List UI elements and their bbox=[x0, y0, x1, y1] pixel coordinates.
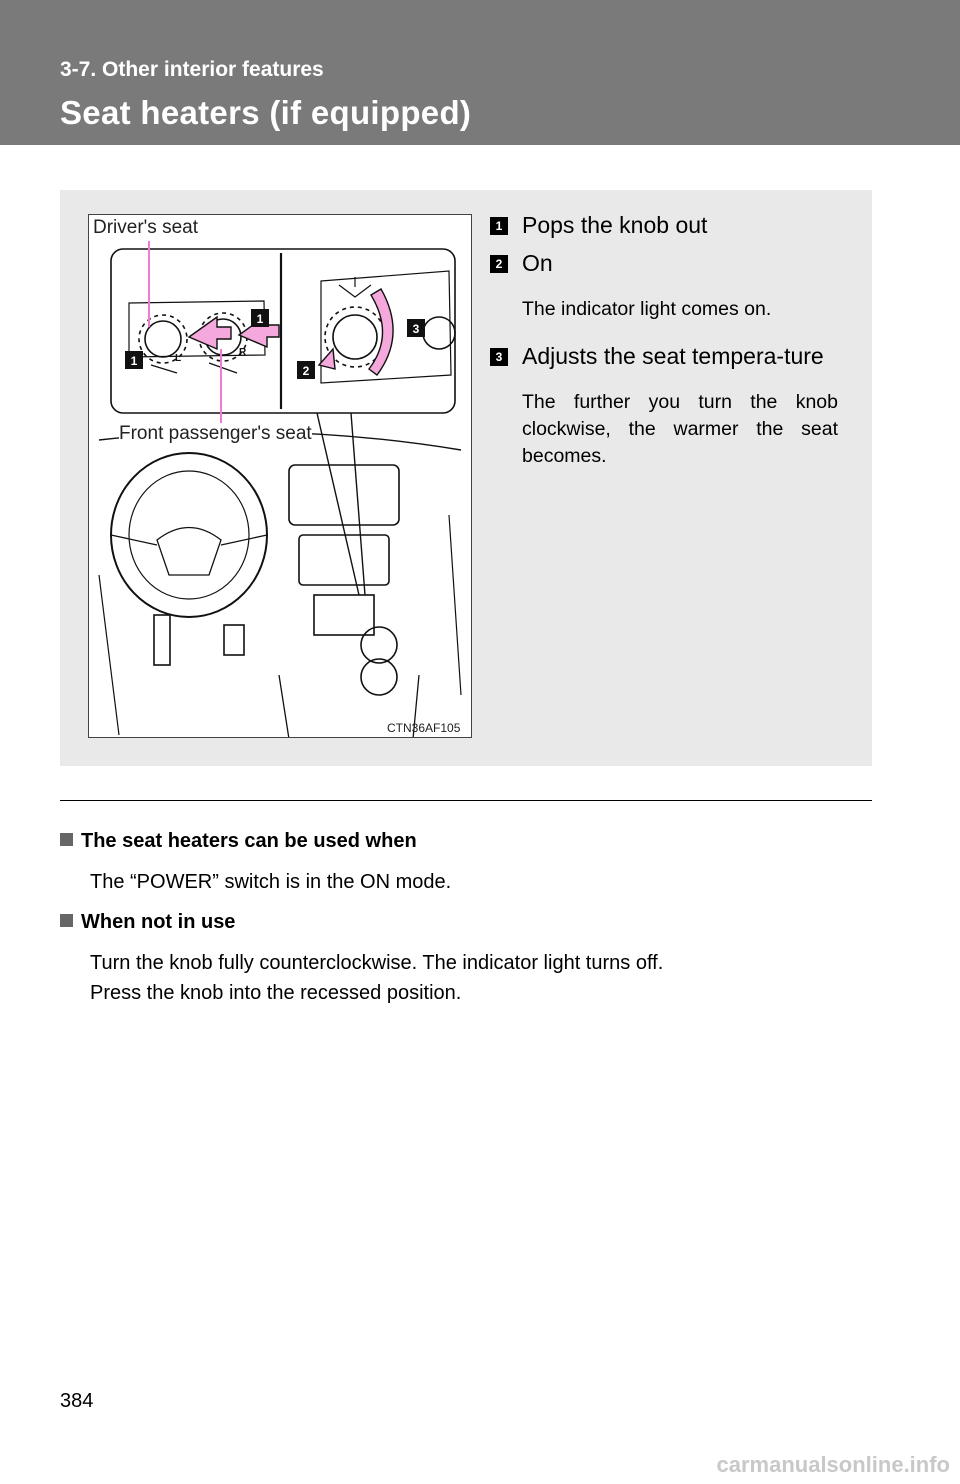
step-text: Adjusts the seat tempera-ture bbox=[522, 343, 824, 369]
drivers-seat-label: Driver's seat bbox=[93, 217, 198, 238]
figure-code: CTN36AF105 bbox=[387, 721, 461, 735]
page-title: Seat heaters (if equipped) bbox=[60, 94, 472, 131]
steering-wheel bbox=[111, 453, 267, 617]
knob-letter-l: L bbox=[175, 353, 182, 364]
callout-1-right-number: 1 bbox=[256, 312, 264, 326]
note-body: Turn the knob fully counterclockwise. The indicator light turns off. bbox=[90, 952, 664, 974]
note-body: The “POWER” switch is in the ON mode. bbox=[90, 871, 452, 893]
step-text: Pops the knob out bbox=[522, 212, 708, 238]
page-header bbox=[0, 0, 960, 145]
note-body: Press the knob into the recessed position. bbox=[90, 982, 462, 1004]
step-note: The indicator light comes on. bbox=[522, 298, 772, 320]
knob-letter-r: R bbox=[239, 347, 247, 358]
step-note: The further you turn the knob clockwise, the warmer the seat becomes. bbox=[522, 391, 838, 467]
callout-1-left-number: 1 bbox=[130, 354, 138, 368]
step-1 bbox=[490, 206, 838, 244]
square-bullet-icon bbox=[60, 833, 73, 846]
note-heading: When not in use bbox=[60, 908, 872, 936]
page-number: 384 bbox=[60, 1390, 94, 1412]
step-number: 2 bbox=[490, 255, 508, 273]
step-number: 1 bbox=[490, 217, 508, 235]
notes-section bbox=[60, 827, 872, 1019]
dashboard-drawing bbox=[89, 215, 472, 738]
step-number: 3 bbox=[490, 348, 508, 366]
step-3 bbox=[490, 337, 838, 375]
callout-3-number: 3 bbox=[412, 322, 420, 336]
dashboard-illustration bbox=[88, 214, 472, 738]
callout-balloon bbox=[111, 249, 455, 413]
passenger-seat-label: Front passenger's seat bbox=[119, 423, 312, 444]
step-text: On bbox=[522, 250, 553, 276]
note-heading: The seat heaters can be used when bbox=[60, 827, 872, 855]
callout-2-number: 2 bbox=[302, 364, 310, 378]
watermark: carmanualsonline.info bbox=[716, 1452, 950, 1477]
section-title: 3-7. Other interior features bbox=[60, 58, 324, 81]
square-bullet-icon bbox=[60, 914, 73, 927]
step-list bbox=[490, 206, 838, 484]
step-2 bbox=[490, 244, 838, 282]
section-divider bbox=[60, 800, 872, 801]
